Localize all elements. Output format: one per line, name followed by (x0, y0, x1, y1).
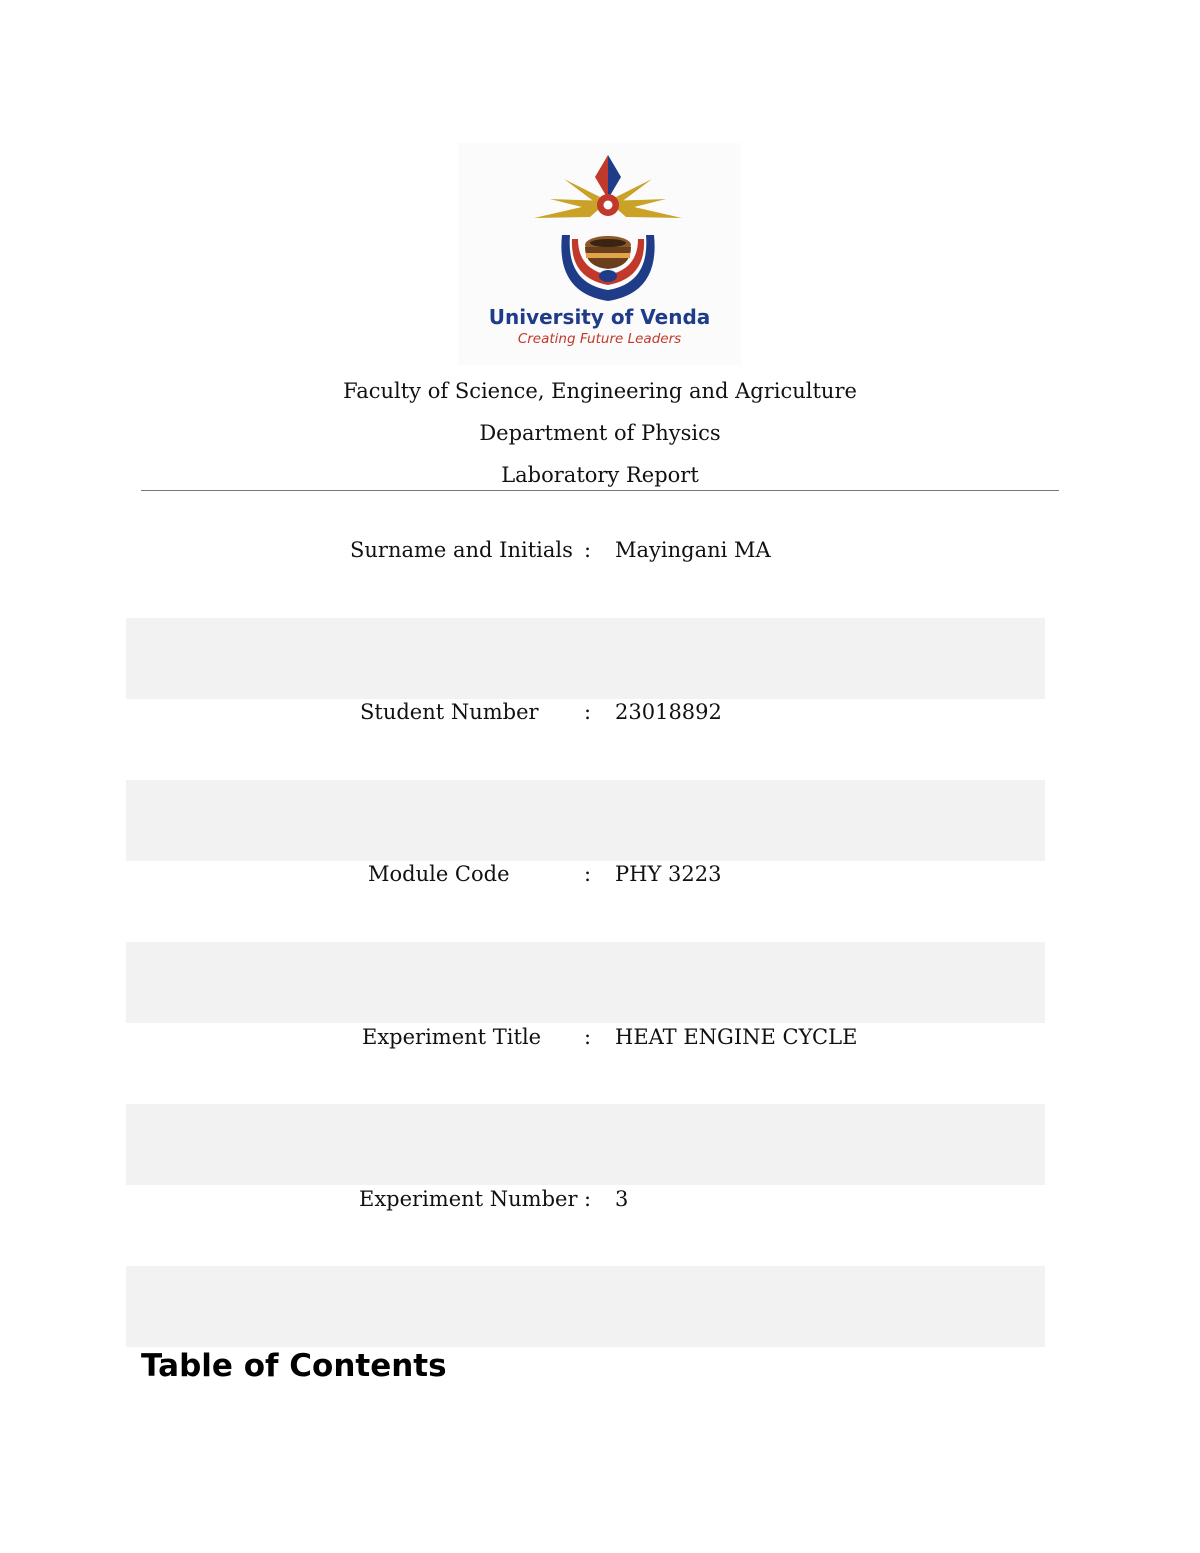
module-code-separator: : (584, 862, 592, 886)
department-name: Department of Physics (479, 421, 721, 445)
spacer-band (126, 618, 1045, 699)
report-type: Laboratory Report (501, 463, 699, 487)
surname-separator: : (584, 538, 592, 562)
student-number-separator: : (584, 700, 592, 724)
experiment-number-label: Experiment Number (359, 1187, 578, 1211)
logo-tagline-text: Creating Future Leaders (517, 331, 682, 347)
module-code-value: PHY 3223 (615, 862, 722, 886)
experiment-number-separator: : (584, 1187, 592, 1211)
experiment-title-label: Experiment Title (362, 1025, 542, 1049)
experiment-title-separator: : (584, 1025, 592, 1049)
surname-value: Mayingani MA (615, 538, 771, 562)
experiment-number-value: 3 (615, 1187, 629, 1211)
university-crest-icon (458, 143, 741, 303)
module-code-label: Module Code (368, 862, 510, 886)
spacer-band (126, 1266, 1045, 1347)
toc-heading: Table of Contents (141, 1348, 447, 1384)
student-number-label: Student Number (360, 700, 539, 724)
student-number-value: 23018892 (615, 700, 722, 724)
experiment-title-value: HEAT ENGINE CYCLE (615, 1025, 858, 1049)
spacer-band (126, 1104, 1045, 1185)
header-divider (141, 490, 1059, 491)
surname-label: Surname and Initials (350, 538, 573, 562)
spacer-band (126, 780, 1045, 861)
logo-name-text: University of Venda (488, 305, 711, 329)
faculty-name: Faculty of Science, Engineering and Agriculture (343, 379, 857, 403)
university-logo (458, 143, 741, 365)
spacer-band (126, 942, 1045, 1023)
